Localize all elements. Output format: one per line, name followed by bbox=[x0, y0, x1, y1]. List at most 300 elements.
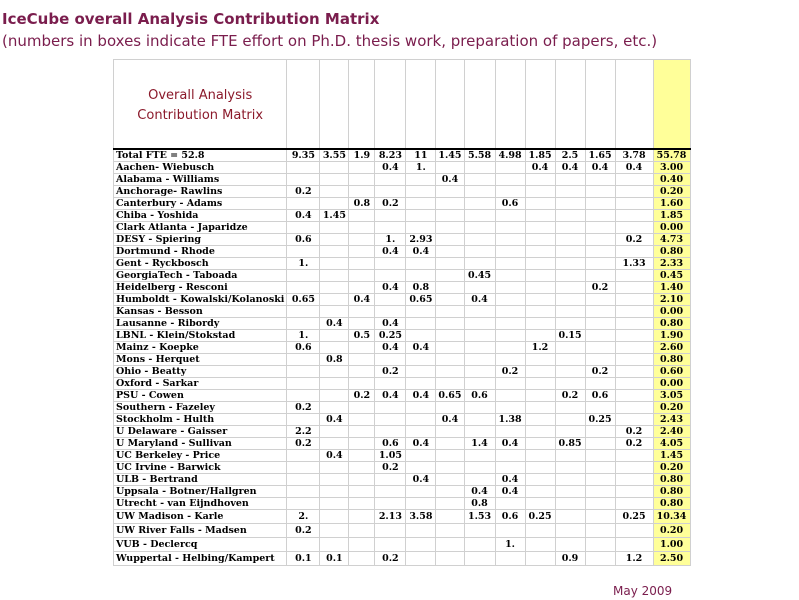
fte-cell bbox=[436, 342, 464, 354]
fte-cell bbox=[436, 366, 464, 378]
fte-cell bbox=[287, 282, 320, 294]
fte-cell bbox=[287, 222, 320, 234]
institution-name: UW Madison - Karle bbox=[114, 510, 287, 524]
fte-cell bbox=[525, 174, 555, 186]
row-total-cell: 1.40 bbox=[653, 282, 690, 294]
institution-name: UW River Falls - Madsen bbox=[114, 524, 287, 538]
fte-cell bbox=[585, 438, 615, 450]
fte-cell: 0.2 bbox=[615, 426, 653, 438]
fte-cell bbox=[375, 414, 406, 426]
fte-cell bbox=[585, 498, 615, 510]
fte-cell: 0.25 bbox=[585, 414, 615, 426]
fte-cell: 0.25 bbox=[615, 510, 653, 524]
fte-cell bbox=[525, 366, 555, 378]
table-row bbox=[114, 378, 691, 390]
fte-cell bbox=[615, 354, 653, 366]
fte-cell bbox=[555, 234, 585, 246]
fte-cell bbox=[406, 414, 436, 426]
fte-cell bbox=[349, 486, 375, 498]
fte-cell: 0.2 bbox=[287, 402, 320, 414]
table-row bbox=[114, 414, 691, 426]
fte-cell bbox=[349, 234, 375, 246]
fte-cell bbox=[320, 538, 349, 552]
fte-cell: 0.4 bbox=[585, 162, 615, 174]
table-row bbox=[114, 498, 691, 510]
fte-cell: 0.4 bbox=[349, 294, 375, 306]
fte-cell bbox=[436, 294, 464, 306]
fte-cell bbox=[555, 318, 585, 330]
institution-name: Humboldt - Kowalski/Kolanoski bbox=[114, 294, 287, 306]
fte-cell bbox=[436, 330, 464, 342]
fte-cell bbox=[555, 486, 585, 498]
fte-cell bbox=[287, 246, 320, 258]
fte-cell: 2.13 bbox=[375, 510, 406, 524]
fte-cell bbox=[585, 342, 615, 354]
fte-cell bbox=[349, 524, 375, 538]
fte-cell bbox=[375, 378, 406, 390]
fte-cell bbox=[320, 222, 349, 234]
fte-cell bbox=[320, 474, 349, 486]
fte-cell: 0.1 bbox=[320, 552, 349, 566]
institution-name: Mainz - Koepke bbox=[114, 342, 287, 354]
fte-cell bbox=[555, 426, 585, 438]
fte-cell bbox=[495, 282, 525, 294]
table-row bbox=[114, 402, 691, 414]
fte-cell bbox=[320, 162, 349, 174]
table-row bbox=[114, 282, 691, 294]
fte-cell bbox=[615, 450, 653, 462]
fte-cell bbox=[555, 270, 585, 282]
fte-cell bbox=[615, 366, 653, 378]
fte-cell bbox=[525, 390, 555, 402]
fte-cell: 0.4 bbox=[464, 294, 495, 306]
table-row bbox=[114, 524, 691, 538]
fte-cell bbox=[375, 174, 406, 186]
institution-name: Wuppertal - Helbing/Kampert bbox=[114, 552, 287, 566]
row-total-cell: 2.10 bbox=[653, 294, 690, 306]
table-row bbox=[114, 270, 691, 282]
fte-cell bbox=[525, 306, 555, 318]
row-total-cell: 0.80 bbox=[653, 474, 690, 486]
fte-cell bbox=[525, 414, 555, 426]
row-total-cell: 1.85 bbox=[653, 210, 690, 222]
fte-cell bbox=[320, 258, 349, 270]
fte-cell bbox=[525, 270, 555, 282]
fte-cell bbox=[464, 210, 495, 222]
fte-cell bbox=[349, 258, 375, 270]
institution-name: Dortmund - Rhode bbox=[114, 246, 287, 258]
fte-cell bbox=[287, 270, 320, 282]
row-total-cell: 0.60 bbox=[653, 366, 690, 378]
table-row bbox=[114, 538, 691, 552]
fte-cell: 0.4 bbox=[375, 318, 406, 330]
fte-cell bbox=[555, 186, 585, 198]
fte-cell bbox=[320, 198, 349, 210]
fte-cell: 0.25 bbox=[525, 510, 555, 524]
fte-cell bbox=[349, 462, 375, 474]
grand-total-cell: 55.78 bbox=[653, 149, 690, 162]
fte-cell bbox=[320, 498, 349, 510]
fte-cell bbox=[406, 210, 436, 222]
fte-cell bbox=[615, 174, 653, 186]
fte-cell: 0.2 bbox=[495, 366, 525, 378]
fte-cell bbox=[495, 462, 525, 474]
institution-name: Stockholm - Hulth bbox=[114, 414, 287, 426]
fte-cell bbox=[436, 162, 464, 174]
fte-cell bbox=[375, 498, 406, 510]
fte-cell: 0.2 bbox=[287, 524, 320, 538]
fte-cell bbox=[436, 474, 464, 486]
fte-cell: 0.2 bbox=[585, 366, 615, 378]
fte-cell bbox=[585, 318, 615, 330]
fte-cell bbox=[375, 524, 406, 538]
fte-cell: 1. bbox=[406, 162, 436, 174]
fte-cell bbox=[615, 498, 653, 510]
fte-cell bbox=[525, 354, 555, 366]
fte-cell: 1. bbox=[495, 538, 525, 552]
fte-cell bbox=[406, 198, 436, 210]
fte-cell bbox=[585, 174, 615, 186]
table-row bbox=[114, 210, 691, 222]
institution-name: UC Berkeley - Price bbox=[114, 450, 287, 462]
fte-cell bbox=[495, 354, 525, 366]
row-total-cell: 2.50 bbox=[653, 552, 690, 566]
fte-cell: 0.85 bbox=[555, 438, 585, 450]
fte-cell bbox=[375, 538, 406, 552]
fte-cell bbox=[349, 402, 375, 414]
table-row bbox=[114, 318, 691, 330]
fte-cell: 0.4 bbox=[406, 438, 436, 450]
fte-cell bbox=[406, 306, 436, 318]
fte-cell bbox=[615, 538, 653, 552]
header-empty-cell bbox=[349, 60, 375, 150]
fte-cell: 0.2 bbox=[615, 234, 653, 246]
fte-cell bbox=[555, 246, 585, 258]
fte-cell: 0.6 bbox=[495, 198, 525, 210]
fte-cell bbox=[349, 450, 375, 462]
column-total-cell: 11 bbox=[406, 149, 436, 162]
fte-cell bbox=[287, 318, 320, 330]
column-total-cell: 2.5 bbox=[555, 149, 585, 162]
date-footer: May 2009 bbox=[613, 584, 673, 598]
institution-name: GeorgiaTech - Taboada bbox=[114, 270, 287, 282]
header-empty-cell bbox=[585, 60, 615, 150]
fte-cell bbox=[585, 198, 615, 210]
fte-cell bbox=[464, 366, 495, 378]
fte-cell bbox=[495, 270, 525, 282]
fte-cell bbox=[436, 498, 464, 510]
fte-cell bbox=[320, 462, 349, 474]
fte-cell bbox=[464, 474, 495, 486]
fte-cell bbox=[464, 162, 495, 174]
fte-cell bbox=[436, 210, 464, 222]
fte-cell: 0.6 bbox=[495, 510, 525, 524]
fte-cell bbox=[436, 306, 464, 318]
fte-cell bbox=[349, 426, 375, 438]
fte-cell bbox=[585, 486, 615, 498]
fte-cell bbox=[464, 524, 495, 538]
fte-cell bbox=[585, 306, 615, 318]
fte-cell bbox=[464, 234, 495, 246]
fte-cell bbox=[349, 552, 375, 566]
fte-cell bbox=[464, 258, 495, 270]
fte-cell bbox=[525, 474, 555, 486]
fte-cell bbox=[585, 474, 615, 486]
fte-cell bbox=[615, 474, 653, 486]
row-total-cell: 4.73 bbox=[653, 234, 690, 246]
row-total-cell: 10.34 bbox=[653, 510, 690, 524]
fte-cell bbox=[349, 366, 375, 378]
fte-cell: 0.4 bbox=[406, 474, 436, 486]
fte-cell: 0.2 bbox=[287, 186, 320, 198]
fte-cell bbox=[555, 294, 585, 306]
fte-cell: 3.58 bbox=[406, 510, 436, 524]
fte-cell: 0.4 bbox=[495, 474, 525, 486]
table-row bbox=[114, 426, 691, 438]
institution-name: Alabama - Williams bbox=[114, 174, 287, 186]
fte-cell bbox=[436, 354, 464, 366]
fte-cell: 0.4 bbox=[406, 390, 436, 402]
fte-cell bbox=[349, 474, 375, 486]
fte-cell bbox=[349, 162, 375, 174]
fte-cell bbox=[349, 222, 375, 234]
fte-cell: 0.2 bbox=[375, 462, 406, 474]
fte-cell bbox=[464, 402, 495, 414]
fte-cell bbox=[495, 402, 525, 414]
table-row bbox=[114, 390, 691, 402]
fte-cell bbox=[495, 186, 525, 198]
fte-cell bbox=[406, 354, 436, 366]
fte-cell bbox=[525, 378, 555, 390]
fte-cell: 1.45 bbox=[320, 210, 349, 222]
fte-cell bbox=[320, 174, 349, 186]
fte-cell bbox=[287, 162, 320, 174]
row-total-cell: 1.90 bbox=[653, 330, 690, 342]
fte-cell: 2. bbox=[287, 510, 320, 524]
fte-cell bbox=[555, 510, 585, 524]
fte-cell: 0.6 bbox=[287, 342, 320, 354]
fte-cell bbox=[320, 378, 349, 390]
fte-cell bbox=[464, 330, 495, 342]
institution-name: Uppsala - Botner/Hallgren bbox=[114, 486, 287, 498]
fte-cell bbox=[495, 162, 525, 174]
fte-cell bbox=[406, 270, 436, 282]
fte-cell bbox=[436, 538, 464, 552]
fte-cell bbox=[495, 426, 525, 438]
fte-cell: 0.2 bbox=[555, 390, 585, 402]
fte-cell bbox=[287, 486, 320, 498]
fte-cell: 0.4 bbox=[464, 486, 495, 498]
row-total-cell: 2.60 bbox=[653, 342, 690, 354]
fte-cell: 0.6 bbox=[287, 234, 320, 246]
fte-cell bbox=[287, 198, 320, 210]
institution-name: Canterbury - Adams bbox=[114, 198, 287, 210]
fte-cell: 0.8 bbox=[349, 198, 375, 210]
header-empty-cell bbox=[525, 60, 555, 150]
fte-cell bbox=[320, 330, 349, 342]
fte-cell bbox=[615, 342, 653, 354]
fte-cell: 0.6 bbox=[585, 390, 615, 402]
fte-cell bbox=[555, 414, 585, 426]
fte-cell bbox=[436, 426, 464, 438]
fte-cell bbox=[615, 524, 653, 538]
fte-cell bbox=[287, 378, 320, 390]
table-row bbox=[114, 174, 691, 186]
fte-cell: 1.4 bbox=[464, 438, 495, 450]
fte-cell bbox=[406, 552, 436, 566]
fte-cell bbox=[375, 258, 406, 270]
fte-cell bbox=[375, 294, 406, 306]
fte-cell bbox=[464, 462, 495, 474]
row-total-cell: 0.80 bbox=[653, 486, 690, 498]
table-row bbox=[114, 222, 691, 234]
fte-cell: 0.4 bbox=[406, 342, 436, 354]
fte-cell bbox=[320, 510, 349, 524]
matrix-header-title-line2: Contribution Matrix bbox=[137, 108, 264, 123]
column-total-cell: 4.98 bbox=[495, 149, 525, 162]
fte-cell bbox=[555, 174, 585, 186]
table-row bbox=[114, 162, 691, 174]
fte-cell: 0.4 bbox=[375, 246, 406, 258]
fte-cell bbox=[464, 354, 495, 366]
column-total-cell: 1.9 bbox=[349, 149, 375, 162]
fte-cell bbox=[320, 402, 349, 414]
institution-name: Mons - Herquet bbox=[114, 354, 287, 366]
fte-cell bbox=[464, 378, 495, 390]
fte-cell bbox=[615, 294, 653, 306]
fte-cell bbox=[436, 486, 464, 498]
fte-cell bbox=[349, 538, 375, 552]
institution-name: UC Irvine - Barwick bbox=[114, 462, 287, 474]
fte-cell bbox=[436, 378, 464, 390]
fte-cell bbox=[375, 222, 406, 234]
fte-cell bbox=[585, 524, 615, 538]
fte-cell bbox=[406, 486, 436, 498]
fte-cell: 0.4 bbox=[555, 162, 585, 174]
institution-name: Heidelberg - Resconi bbox=[114, 282, 287, 294]
page-subtitle: (numbers in boxes indicate FTE effort on Ph.D. thesis work, preparation of papers, etc.) bbox=[2, 32, 658, 50]
institution-name: Chiba - Yoshida bbox=[114, 210, 287, 222]
fte-cell: 0.4 bbox=[320, 414, 349, 426]
fte-cell: 0.25 bbox=[375, 330, 406, 342]
fte-cell bbox=[375, 306, 406, 318]
fte-cell bbox=[287, 390, 320, 402]
fte-cell bbox=[406, 450, 436, 462]
column-total-cell: 1.45 bbox=[436, 149, 464, 162]
row-total-cell: 0.20 bbox=[653, 524, 690, 538]
fte-cell bbox=[320, 306, 349, 318]
fte-cell bbox=[585, 294, 615, 306]
fte-cell bbox=[555, 402, 585, 414]
fte-cell: 0.45 bbox=[464, 270, 495, 282]
fte-cell: 1.2 bbox=[615, 552, 653, 566]
fte-cell bbox=[525, 426, 555, 438]
fte-cell bbox=[585, 186, 615, 198]
fte-cell bbox=[375, 270, 406, 282]
fte-cell bbox=[320, 294, 349, 306]
fte-cell bbox=[525, 402, 555, 414]
fte-cell bbox=[436, 524, 464, 538]
fte-cell bbox=[349, 210, 375, 222]
header-empty-cell bbox=[464, 60, 495, 150]
row-total-cell: 2.40 bbox=[653, 426, 690, 438]
fte-cell bbox=[585, 330, 615, 342]
fte-cell bbox=[495, 378, 525, 390]
fte-cell bbox=[615, 282, 653, 294]
fte-cell: 0.8 bbox=[406, 282, 436, 294]
fte-cell bbox=[349, 174, 375, 186]
fte-cell bbox=[320, 426, 349, 438]
fte-cell bbox=[287, 462, 320, 474]
fte-cell: 0.9 bbox=[555, 552, 585, 566]
fte-cell bbox=[615, 306, 653, 318]
table-row bbox=[114, 234, 691, 246]
fte-cell bbox=[375, 474, 406, 486]
fte-cell bbox=[436, 258, 464, 270]
fte-cell bbox=[615, 198, 653, 210]
table-row bbox=[114, 198, 691, 210]
matrix-header-row bbox=[114, 60, 691, 150]
institution-name: Southern - Fazeley bbox=[114, 402, 287, 414]
fte-cell bbox=[525, 294, 555, 306]
fte-cell bbox=[406, 498, 436, 510]
header-empty-cell bbox=[287, 60, 320, 150]
fte-cell bbox=[585, 378, 615, 390]
fte-cell bbox=[495, 174, 525, 186]
fte-cell bbox=[349, 414, 375, 426]
fte-cell bbox=[436, 438, 464, 450]
fte-cell: 0.8 bbox=[320, 354, 349, 366]
fte-cell bbox=[555, 210, 585, 222]
matrix-header-title-line1: Overall Analysis bbox=[148, 88, 253, 103]
fte-cell bbox=[349, 510, 375, 524]
fte-cell bbox=[464, 198, 495, 210]
header-empty-cell bbox=[436, 60, 464, 150]
table-row bbox=[114, 450, 691, 462]
institution-name: Aachen- Wiebusch bbox=[114, 162, 287, 174]
fte-cell bbox=[349, 378, 375, 390]
fte-cell: 0.2 bbox=[287, 438, 320, 450]
institution-name: ULB - Bertrand bbox=[114, 474, 287, 486]
fte-cell bbox=[525, 258, 555, 270]
table-row bbox=[114, 354, 691, 366]
header-total-cell bbox=[653, 60, 690, 150]
fte-cell bbox=[375, 210, 406, 222]
fte-cell bbox=[349, 246, 375, 258]
fte-cell: 0.2 bbox=[349, 390, 375, 402]
fte-cell bbox=[585, 210, 615, 222]
fte-cell bbox=[495, 246, 525, 258]
fte-cell bbox=[375, 354, 406, 366]
fte-cell bbox=[464, 318, 495, 330]
fte-cell bbox=[436, 246, 464, 258]
fte-cell: 0.8 bbox=[464, 498, 495, 510]
table-row bbox=[114, 186, 691, 198]
header-empty-cell bbox=[406, 60, 436, 150]
fte-cell bbox=[406, 462, 436, 474]
fte-cell bbox=[525, 198, 555, 210]
fte-cell bbox=[349, 282, 375, 294]
fte-cell bbox=[525, 186, 555, 198]
institution-name: Utrecht - van Eijndhoven bbox=[114, 498, 287, 510]
fte-cell: 0.2 bbox=[375, 198, 406, 210]
fte-cell bbox=[464, 552, 495, 566]
fte-cell: 0.4 bbox=[406, 246, 436, 258]
fte-cell bbox=[615, 402, 653, 414]
institution-name: Kansas - Besson bbox=[114, 306, 287, 318]
fte-cell bbox=[349, 186, 375, 198]
fte-cell bbox=[555, 342, 585, 354]
